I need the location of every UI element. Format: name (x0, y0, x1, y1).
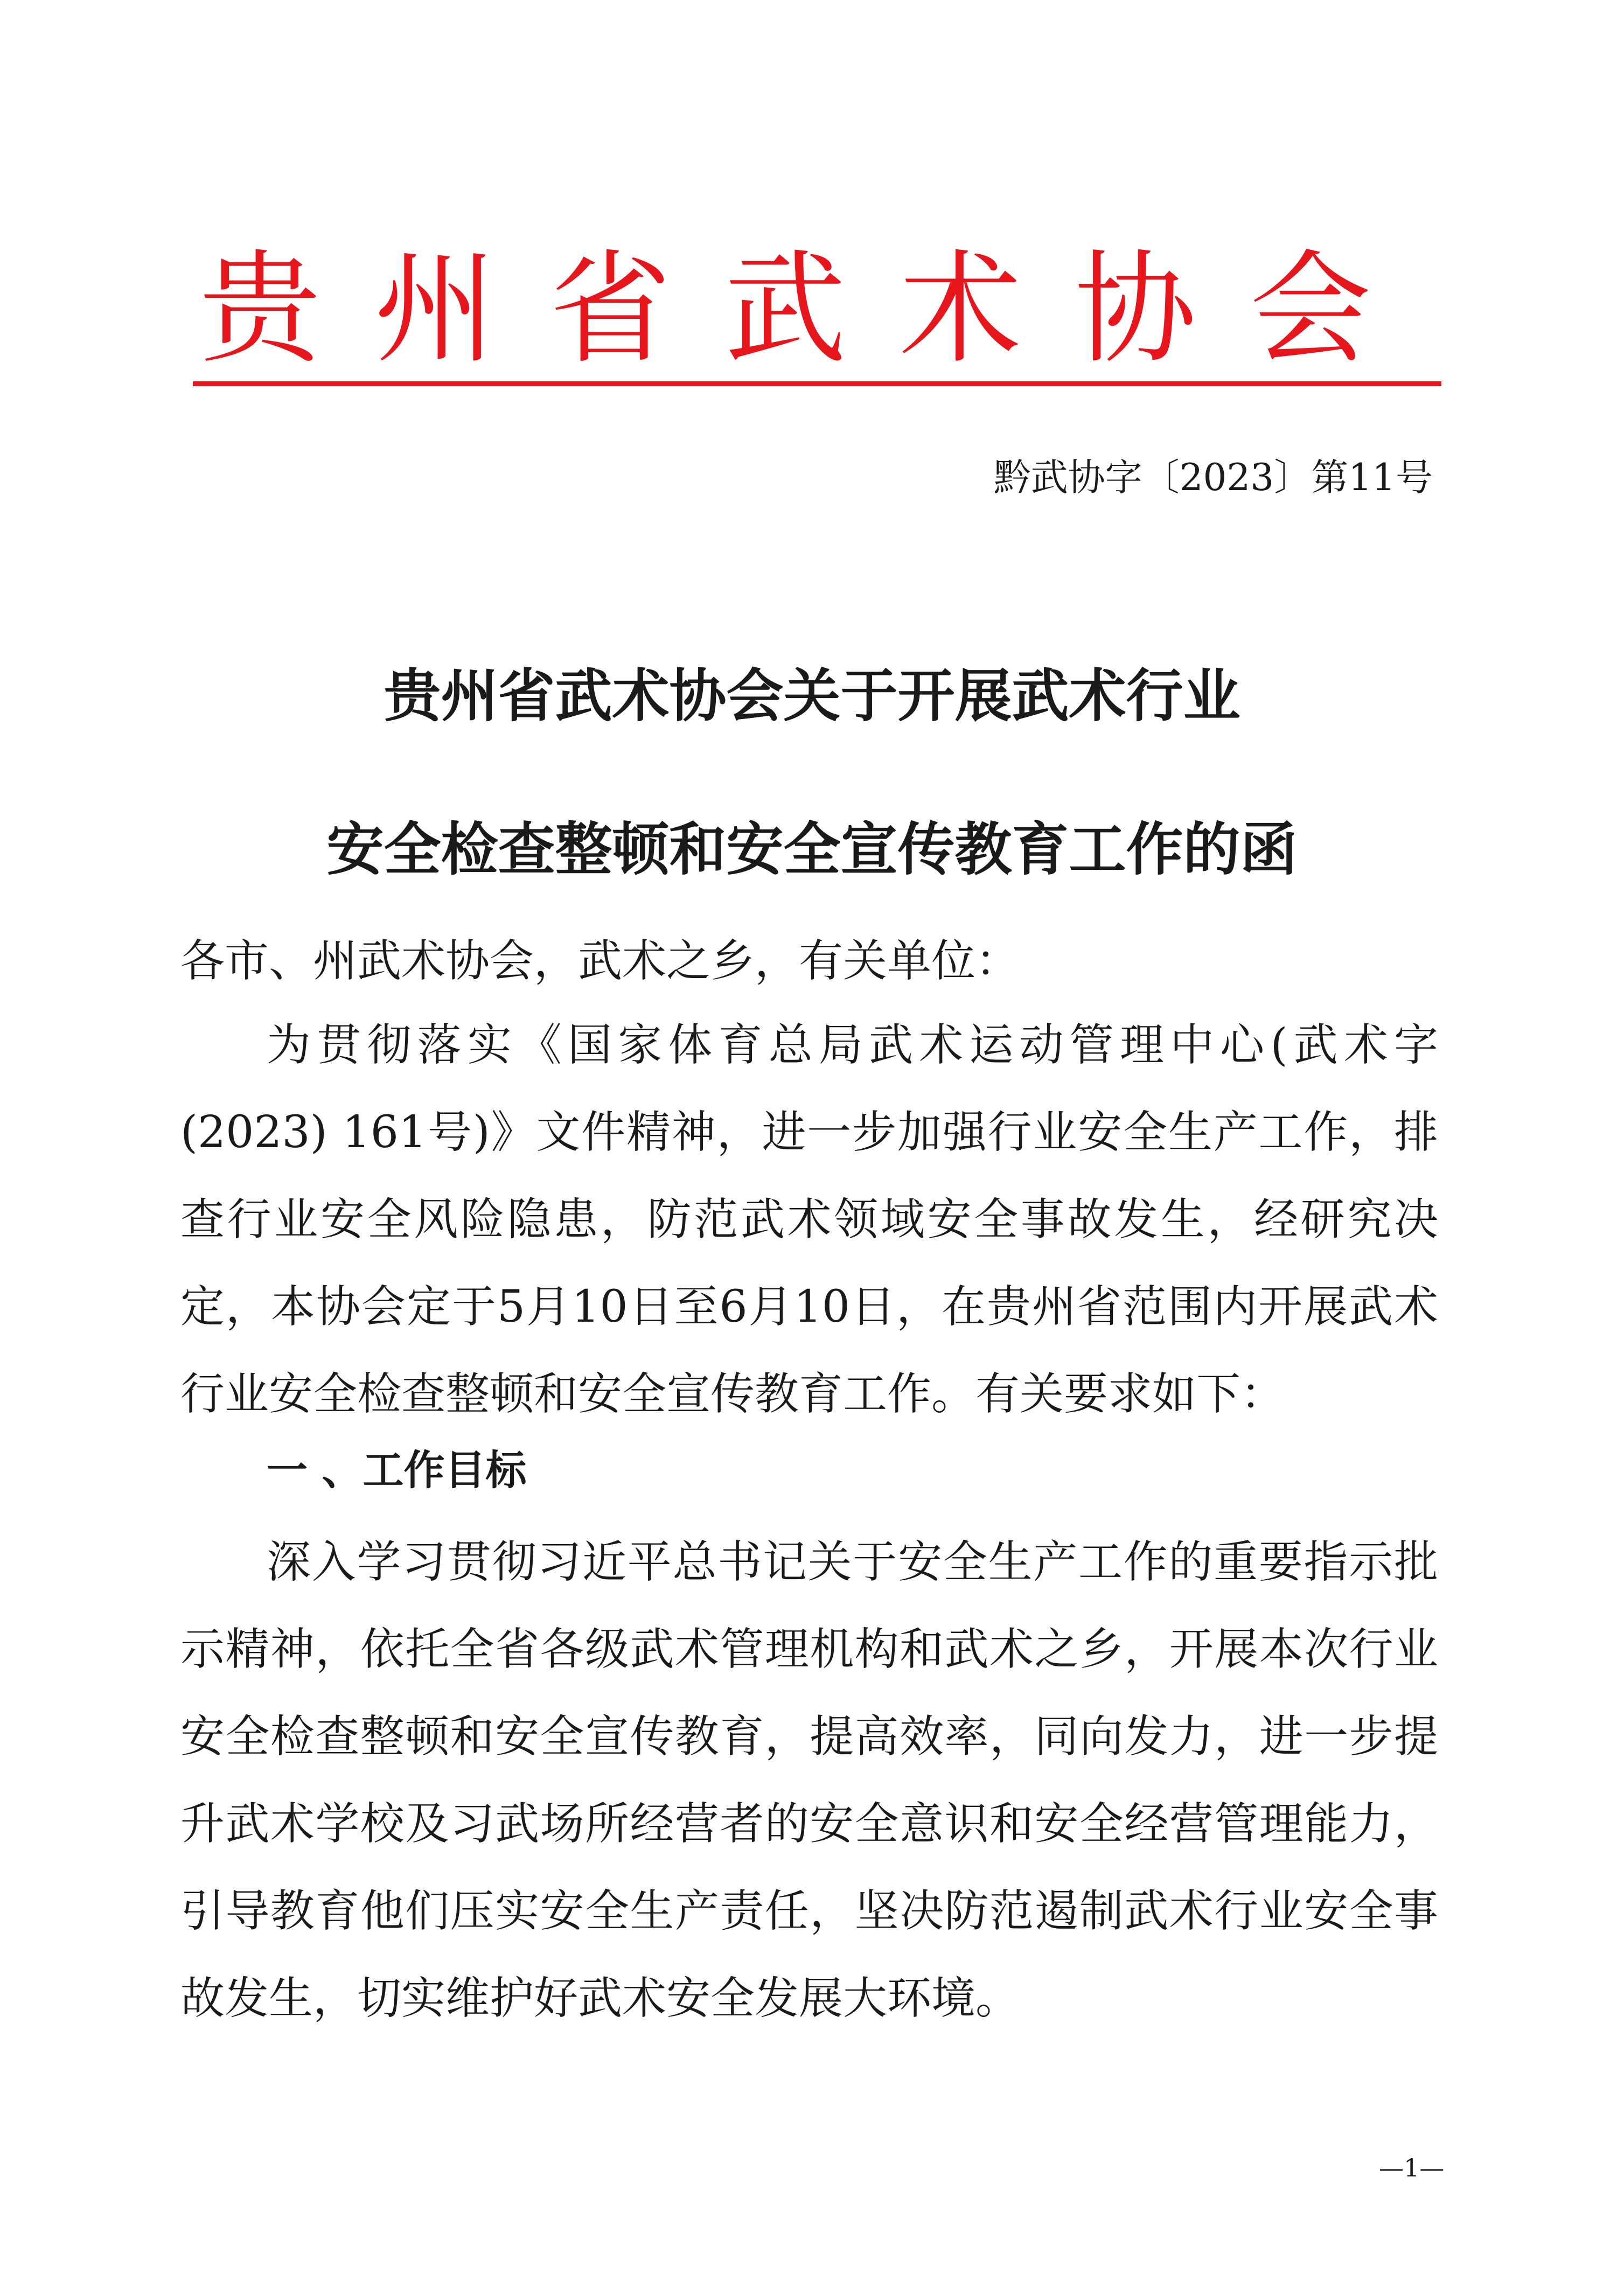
page-number: —1— (1379, 2153, 1445, 2182)
red-separator-rule (193, 381, 1441, 386)
body-paragraph-intro: 为贯彻落实《国家体育总局武术运动管理中心(武术字(2023) 161号)》文件精神，进一步加强行业安全生产工作，排查行业安全风险隐患，防范武术领域安全事故发生，经研究决定，本协会定于5月10日至6月10日，在贵州省范围内开展武术行业安全检查整顿和安全宣传教育工作。有关要求如下： (180, 1020, 1438, 1420)
salutation: 各市、州武术协会，武术之乡，有关单位： (180, 936, 1020, 987)
document-number: 黔武协字〔2023〕第11号 (993, 456, 1433, 499)
document-title (162, 619, 1462, 926)
masthead-organization-name: 贵州省武术协会 (199, 239, 1425, 380)
document-title-line-2: 安全检查整顿和安全宣传教育工作的函 (326, 817, 1298, 883)
body-paragraph-goals: 深入学习贯彻习近平总书记关于安全生产工作的重要指示批示精神，依托全省各级武术管理机构和武术之乡，开展本次行业安全检查整顿和安全宣传教育，提高效率，同向发力，进一步提升武术学校及习武场所经营者的安全意识和安全经营管理能力，引导教育他们压实安全生产责任，坚决防范遏制武术行业安全事故发生，切实维护好武术安全发展大环境。 (180, 1537, 1438, 2024)
document-title-line-1: 贵州省武术协会关于开展武术行业 (384, 663, 1240, 729)
section-heading-work-goals: 一 、工作目标 (267, 1446, 527, 1494)
